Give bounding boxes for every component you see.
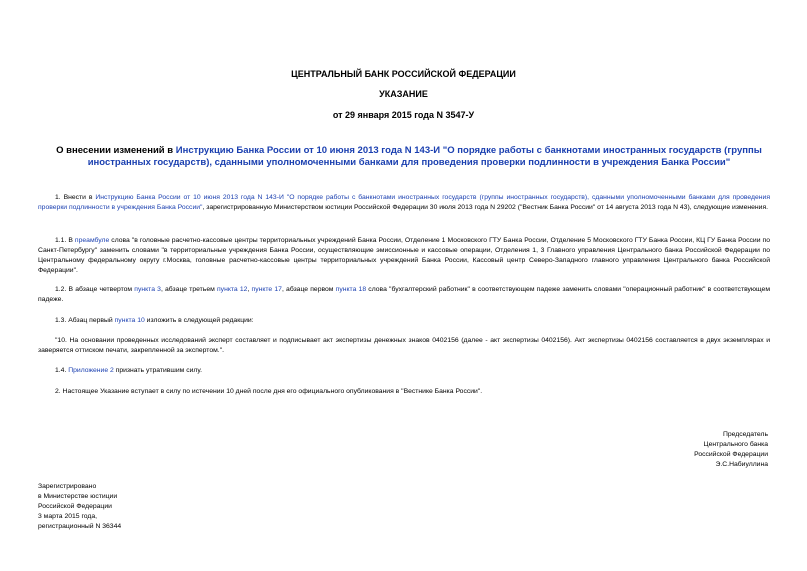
- signature-name: Э.С.Набиуллина: [715, 461, 768, 468]
- signature-line-1: Председатель: [723, 431, 768, 438]
- date-number-heading: от 29 января 2015 года N 3547-У: [332, 110, 475, 120]
- p13-prefix: 1.3. Абзац первый: [55, 317, 115, 324]
- p14-prefix: 1.4.: [55, 367, 69, 374]
- signature-line-2: Центрального банка: [703, 441, 768, 448]
- appendix-2-link[interactable]: Приложение 2: [68, 367, 114, 374]
- item-17-link[interactable]: пункте 17: [251, 286, 282, 293]
- p12-text-1: 1.2. В абзаце четвертом: [55, 286, 135, 293]
- item-12-link[interactable]: пункта 12: [216, 286, 248, 293]
- p12-text-4: , абзаце первом: [281, 286, 336, 293]
- p14-suffix: признать утратившим силу.: [113, 367, 202, 374]
- title-instruction-link[interactable]: Инструкцию Банка России от 10 июня 2013 года N 143-И "О порядке работы с банкнотами иностранных государств (группы иностранных государств), сданными уполномоченными банками для проведения проверки подлинности в учреждения Банка России": [87, 145, 762, 168]
- preamble-link[interactable]: преамбуле: [74, 237, 110, 244]
- paragraph-1: [38, 193, 770, 213]
- paragraph-2: 2. Настоящее Указание вступает в силу по истечении 10 дней после дня его официального опубликования в "Вестнике Банка России".: [55, 388, 483, 395]
- p1-instruction-link[interactable]: Инструкцию Банка России от 10 июня 2013 года N 143-И "О порядке работы с банкнотами иностранных государств (группы иностранных государств), сданными уполномоченными банками для проведения проверки подлинности в учреждения Банка России": [38, 194, 771, 211]
- p11-prefix: 1.1. В: [55, 237, 75, 244]
- p12-text-3: ,: [247, 286, 252, 293]
- quoted-new-text: "10. На основании проведенных исследований эксперт составляет и подписывает акт экспертизы денежных знаков 0402156 (далее - акт экспертизы 0402156). Акт экспертизы 0402156 составляется в двух экземплярах и заверяется оттиском печати, закрепленной за экспертом.".: [38, 337, 770, 354]
- registration-line-1: Зарегистрировано: [38, 483, 97, 490]
- paragraph-1-3: [38, 316, 770, 326]
- p13-suffix: изложить в следующей редакции:: [144, 317, 254, 324]
- p1-prefix: 1. Внести в: [55, 194, 96, 201]
- p12-text-2: , абзаце третьем: [160, 286, 217, 293]
- registration-number: регистрационный N 36344: [38, 523, 122, 530]
- paragraph-1-1: [38, 236, 770, 276]
- item-3-link[interactable]: пункта 3: [134, 286, 161, 293]
- item-10-link[interactable]: пункта 10: [114, 317, 145, 324]
- issuer-heading: ЦЕНТРАЛЬНЫЙ БАНК РОССИЙСКОЙ ФЕДЕРАЦИИ: [291, 69, 516, 79]
- registration-line-3: Российской Федерации: [38, 503, 112, 510]
- p1-suffix: , зарегистрированную Министерством юстиции Российской Федерации 30 июля 2013 года N 29202 ("Вестник Банка России" от 14 августа 2013 года N 43), следующие изменения.: [202, 204, 769, 211]
- paragraph-1-4: [38, 366, 770, 376]
- registration-line-2: в Министерстве юстиции: [38, 493, 118, 500]
- registration-block: [38, 482, 121, 532]
- p12-text-5: слова "бухгалтерский работник" в соответствующем падеже заменить словами "операционный работник" в соответствующем падеже.: [38, 286, 770, 303]
- registration-date: 3 марта 2015 года,: [38, 513, 98, 520]
- document-type-heading: УКАЗАНИЕ: [379, 89, 428, 99]
- p11-suffix: слова "в головные расчетно-кассовые центры территориальных учреждений Банка России, Отделение 1 Московского ГТУ Банка России, Отделение 5 Московского ГТУ Банка России, КЦ ГУ Банка России по Санкт-Петербургу" заменить словами "в территориальные учреждения Банка России, осуществляющие эмиссионные и кассовые операции, Отделения 1, 3 Главного управления Центрального банка Российской Федерации по Центральному федеральному округу г.Москва, головные расчетно-кассовые центры территориальных учреждений Банка России, Кассовый центр Северо-Западного главного управления Центрального банка Российской Федерации".: [38, 237, 770, 274]
- title-prefix: О внесении изменений в: [56, 145, 176, 156]
- document-title: [44, 145, 774, 169]
- item-18-link[interactable]: пункта 18: [335, 286, 367, 293]
- signature-block: [694, 430, 768, 470]
- signature-line-3: Российской Федерации: [694, 451, 768, 458]
- paragraph-1-2: [38, 285, 770, 305]
